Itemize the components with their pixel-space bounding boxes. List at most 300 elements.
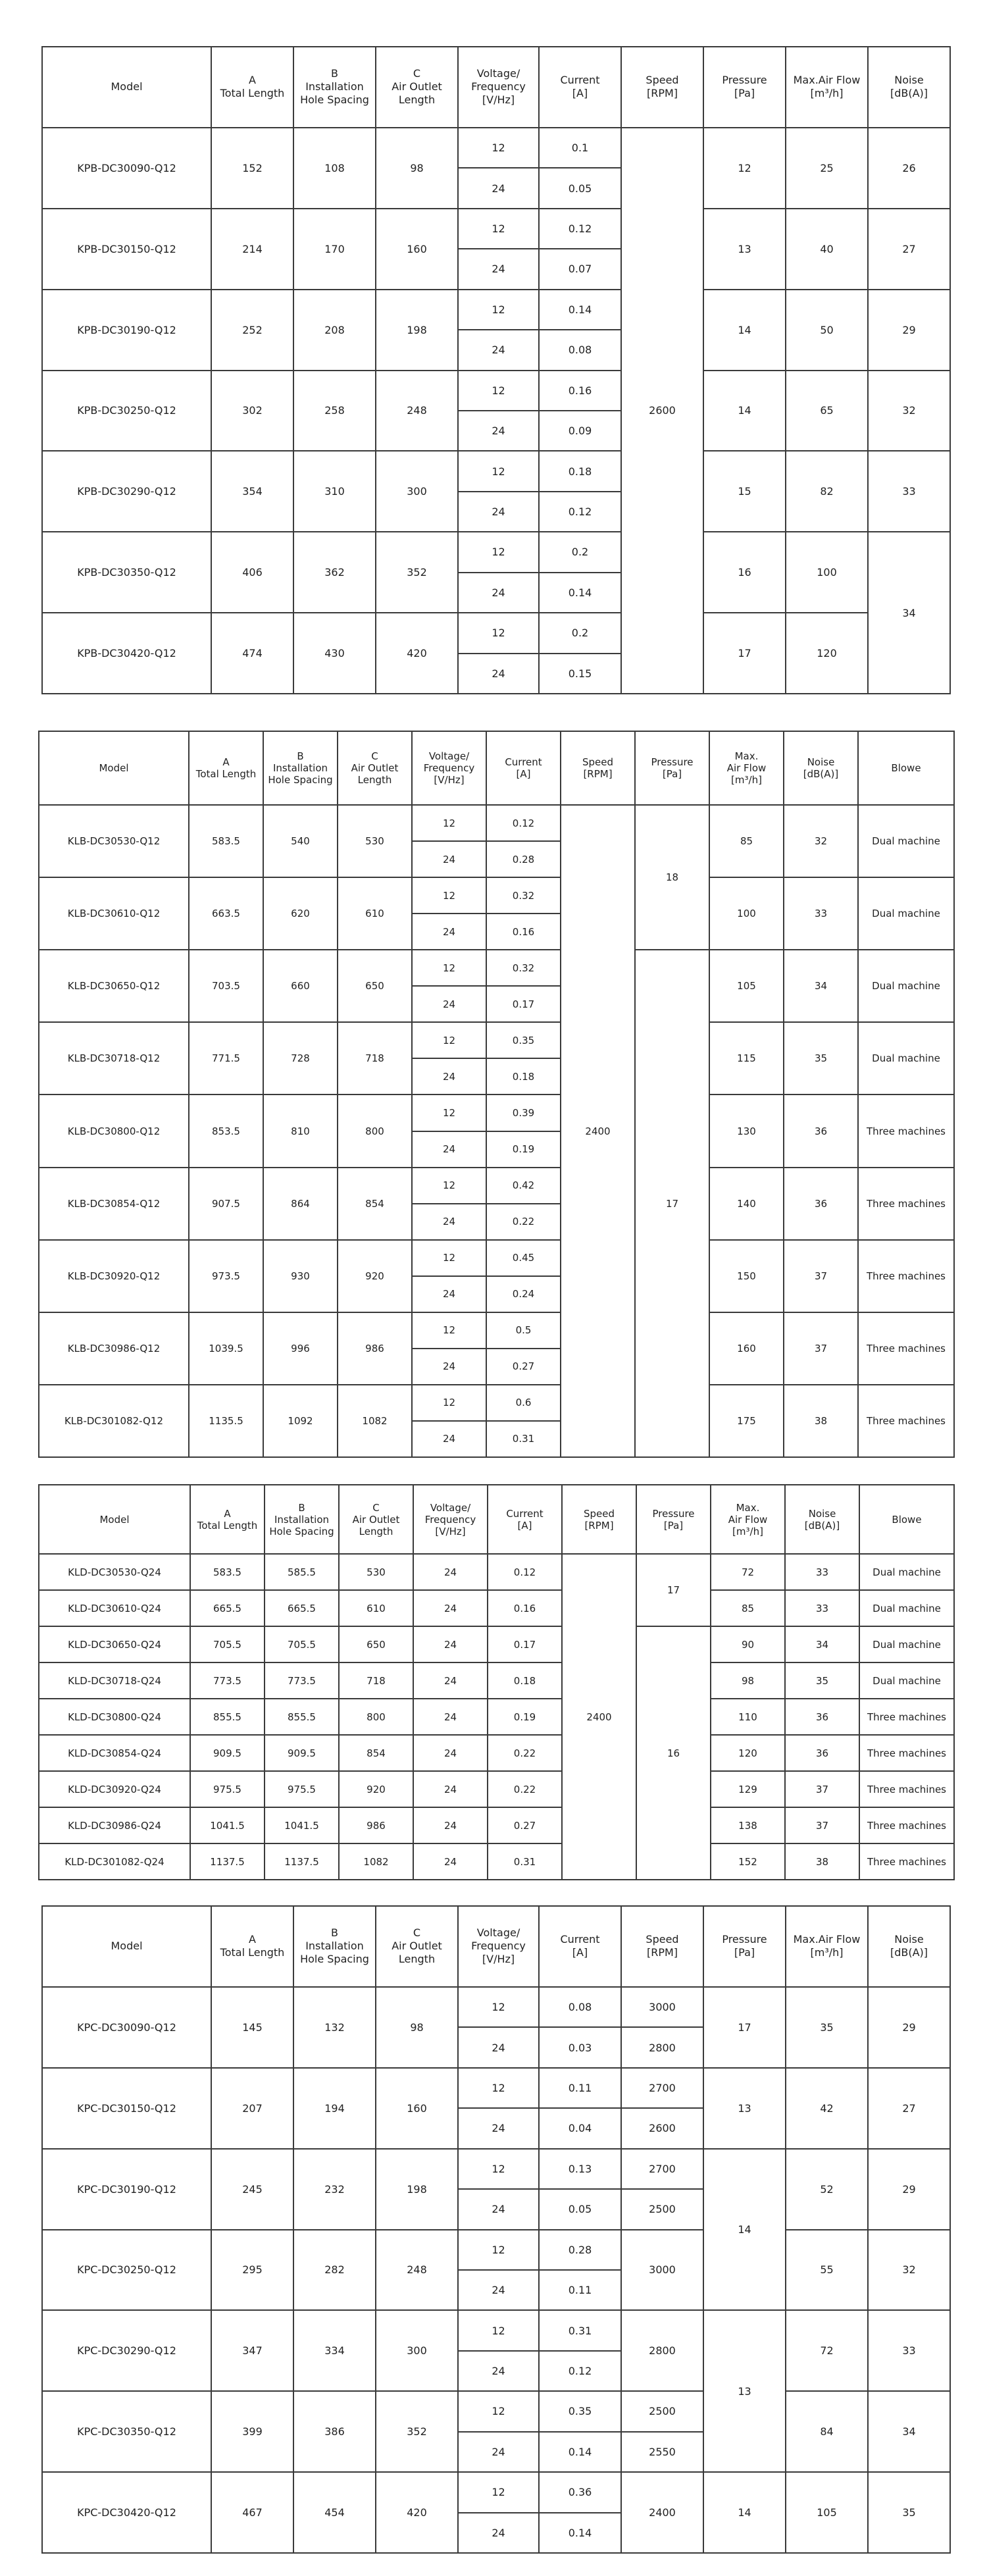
blower-cell: Dual machine <box>858 877 954 950</box>
current-cell: 0.11 <box>539 2068 621 2108</box>
length-cell: 347 <box>211 2310 293 2391</box>
voltage-cell: 24 <box>413 1662 488 1699</box>
voltage-cell: 24 <box>412 914 486 950</box>
model-cell: KLB-DC30610-Q12 <box>39 877 189 950</box>
current-cell: 0.28 <box>486 841 561 877</box>
air-flow-cell: 130 <box>709 1095 784 1167</box>
current-cell: 0.12 <box>539 209 621 249</box>
blower-cell: Three machines <box>858 1385 954 1457</box>
pressure-cell: 17 <box>703 613 786 694</box>
noise-cell: 35 <box>785 1662 859 1699</box>
model-cell: KLB-DC30854-Q12 <box>39 1168 189 1240</box>
noise-cell: 27 <box>868 2068 950 2149</box>
col-header-air-flow: Max.Air Flow [m³/h] <box>786 1906 868 1987</box>
blower-cell: Dual machine <box>858 950 954 1022</box>
hole-spacing-cell: 864 <box>263 1168 338 1240</box>
table-header-row <box>39 1485 954 1554</box>
col-header-air-flow: Max. Air Flow [m³/h] <box>711 1485 785 1554</box>
length-cell: 855.5 <box>190 1699 265 1735</box>
pressure-cell: 14 <box>703 371 786 451</box>
col-header-speed: Speed [RPM] <box>621 47 703 128</box>
col-header-noise: Noise [dB(A)] <box>868 1906 950 1987</box>
air-flow-cell: 55 <box>786 2230 868 2311</box>
voltage-cell: 24 <box>458 2351 539 2391</box>
pressure-cell: 16 <box>703 532 786 613</box>
air-flow-cell: 65 <box>786 371 868 451</box>
table-row <box>42 290 950 330</box>
kpb-spec-table <box>41 46 951 694</box>
table-row <box>39 1022 954 1058</box>
noise-cell: 33 <box>785 1554 859 1590</box>
voltage-cell: 12 <box>412 1385 486 1421</box>
outlet-cell: 352 <box>376 2391 458 2472</box>
speed-cell: 2400 <box>562 1554 636 1880</box>
noise-cell: 32 <box>868 2230 950 2311</box>
col-header-air-flow: Max. Air Flow [m³/h] <box>709 731 784 805</box>
pressure-cell: 17 <box>635 950 709 1457</box>
length-cell: 467 <box>211 2472 293 2553</box>
hole-spacing-cell: 362 <box>293 532 376 613</box>
voltage-cell: 24 <box>413 1590 488 1626</box>
col-header-air-flow: Max.Air Flow [m³/h] <box>786 47 868 128</box>
voltage-cell: 12 <box>458 451 539 491</box>
hole-spacing-cell: 665.5 <box>265 1590 339 1626</box>
speed-cell: 3000 <box>621 1987 703 2027</box>
length-cell: 399 <box>211 2391 293 2472</box>
model-cell: KPB-DC30350-Q12 <box>42 532 211 613</box>
model-cell: KPB-DC30290-Q12 <box>42 451 211 532</box>
table-header-row <box>39 731 954 805</box>
blower-cell: Three machines <box>858 1095 954 1167</box>
col-header-pressure: Pressure [Pa] <box>636 1485 711 1554</box>
voltage-cell: 24 <box>458 2189 539 2229</box>
pressure-cell: 17 <box>703 1987 786 2068</box>
current-cell: 0.45 <box>486 1240 561 1276</box>
model-cell: KLD-DC30650-Q24 <box>39 1626 190 1662</box>
table-header-row <box>42 47 950 128</box>
air-flow-cell: 140 <box>709 1168 784 1240</box>
voltage-cell: 24 <box>458 411 539 451</box>
noise-cell: 29 <box>868 1987 950 2068</box>
model-cell: KLD-DC30718-Q24 <box>39 1662 190 1699</box>
voltage-cell: 24 <box>412 841 486 877</box>
current-cell: 0.09 <box>539 411 621 451</box>
table-row <box>39 1699 954 1735</box>
model-cell: KLD-DC30530-Q24 <box>39 1554 190 1590</box>
table-row <box>39 877 954 914</box>
hole-spacing-cell: 975.5 <box>265 1771 339 1807</box>
pressure-cell: 16 <box>636 1626 711 1880</box>
pressure-cell: 15 <box>703 451 786 532</box>
current-cell: 0.11 <box>539 2270 621 2310</box>
outlet-cell: 920 <box>339 1771 413 1807</box>
air-flow-cell: 82 <box>786 451 868 532</box>
current-cell: 0.14 <box>539 2513 621 2553</box>
speed-cell: 3000 <box>621 2230 703 2311</box>
current-cell: 0.35 <box>486 1022 561 1058</box>
air-flow-cell: 129 <box>711 1771 785 1807</box>
hole-spacing-cell: 930 <box>263 1240 338 1312</box>
current-cell: 0.08 <box>539 330 621 370</box>
length-cell: 907.5 <box>189 1168 263 1240</box>
air-flow-cell: 90 <box>711 1626 785 1662</box>
current-cell: 0.28 <box>539 2230 621 2270</box>
col-header-blower: Blowe <box>859 1485 954 1554</box>
hole-spacing-cell: 585.5 <box>265 1554 339 1590</box>
voltage-cell: 24 <box>458 2270 539 2310</box>
table-row <box>39 1554 954 1590</box>
voltage-cell: 12 <box>458 2310 539 2350</box>
table-row <box>42 2230 950 2270</box>
length-cell: 295 <box>211 2230 293 2311</box>
air-flow-cell: 40 <box>786 209 868 290</box>
noise-cell: 37 <box>784 1240 858 1312</box>
blower-cell: Dual machine <box>859 1662 954 1699</box>
outlet-cell: 160 <box>376 209 458 290</box>
noise-cell: 33 <box>785 1590 859 1626</box>
voltage-cell: 24 <box>458 2027 539 2067</box>
voltage-cell: 24 <box>458 2513 539 2553</box>
table-row <box>42 451 950 491</box>
current-cell: 0.05 <box>539 2189 621 2229</box>
noise-cell: 37 <box>784 1312 858 1385</box>
col-header-voltage: Voltage/ Frequency [V/Hz] <box>413 1485 488 1554</box>
table-row <box>39 1771 954 1807</box>
outlet-cell: 248 <box>376 2230 458 2311</box>
hole-spacing-cell: 108 <box>293 128 376 209</box>
air-flow-cell: 42 <box>786 2068 868 2149</box>
noise-cell: 33 <box>784 877 858 950</box>
table-row <box>39 1735 954 1771</box>
noise-cell: 32 <box>784 805 858 877</box>
table-row <box>39 1590 954 1626</box>
voltage-cell: 24 <box>413 1626 488 1662</box>
current-cell: 0.08 <box>539 1987 621 2027</box>
noise-cell: 38 <box>785 1843 859 1880</box>
blower-cell: Three machines <box>858 1240 954 1312</box>
voltage-cell: 12 <box>458 371 539 411</box>
length-cell: 771.5 <box>189 1022 263 1095</box>
hole-spacing-cell: 386 <box>293 2391 376 2472</box>
current-cell: 0.31 <box>488 1843 562 1880</box>
hole-spacing-cell: 334 <box>293 2310 376 2391</box>
speed-cell: 2500 <box>621 2189 703 2229</box>
voltage-cell: 24 <box>458 168 539 208</box>
voltage-cell: 12 <box>412 1168 486 1204</box>
voltage-cell: 24 <box>458 249 539 289</box>
air-flow-cell: 35 <box>786 1987 868 2068</box>
voltage-cell: 24 <box>412 986 486 1022</box>
hole-spacing-cell: 620 <box>263 877 338 950</box>
voltage-cell: 12 <box>458 2149 539 2189</box>
air-flow-cell: 120 <box>711 1735 785 1771</box>
model-cell: KPC-DC30250-Q12 <box>42 2230 211 2311</box>
kld-spec-table <box>38 1484 955 1880</box>
air-flow-cell: 120 <box>786 613 868 694</box>
model-cell: KLB-DC30650-Q12 <box>39 950 189 1022</box>
table-header-row <box>42 1906 950 1987</box>
voltage-cell: 24 <box>412 1131 486 1168</box>
length-cell: 583.5 <box>190 1554 265 1590</box>
current-cell: 0.6 <box>486 1385 561 1421</box>
outlet-cell: 530 <box>339 1554 413 1590</box>
speed-cell: 2500 <box>621 2391 703 2431</box>
table-row <box>42 371 950 411</box>
outlet-cell: 300 <box>376 2310 458 2391</box>
blower-cell: Three machines <box>859 1699 954 1735</box>
col-header-air-outlet: C Air Outlet Length <box>338 731 412 805</box>
table-row <box>42 2149 950 2189</box>
table-row <box>42 209 950 249</box>
noise-cell: 37 <box>785 1807 859 1843</box>
table-row <box>42 2068 950 2108</box>
current-cell: 0.19 <box>486 1131 561 1168</box>
current-cell: 0.15 <box>539 654 621 694</box>
air-flow-cell: 100 <box>786 532 868 613</box>
table-row <box>39 1843 954 1880</box>
air-flow-cell: 72 <box>786 2310 868 2391</box>
length-cell: 665.5 <box>190 1590 265 1626</box>
noise-cell: 34 <box>785 1626 859 1662</box>
voltage-cell: 24 <box>413 1843 488 1880</box>
air-flow-cell: 98 <box>711 1662 785 1699</box>
hole-spacing-cell: 232 <box>293 2149 376 2230</box>
col-header-current: Current [A] <box>539 1906 621 1987</box>
table-row <box>39 1807 954 1843</box>
outlet-cell: 650 <box>339 1626 413 1662</box>
noise-cell: 36 <box>784 1168 858 1240</box>
model-cell: KLB-DC30530-Q12 <box>39 805 189 877</box>
hole-spacing-cell: 909.5 <box>265 1735 339 1771</box>
length-cell: 145 <box>211 1987 293 2068</box>
hole-spacing-cell: 773.5 <box>265 1662 339 1699</box>
length-cell: 207 <box>211 2068 293 2149</box>
model-cell: KLB-DC301082-Q12 <box>39 1385 189 1457</box>
voltage-cell: 24 <box>458 2108 539 2148</box>
current-cell: 0.12 <box>488 1554 562 1590</box>
voltage-cell: 24 <box>412 1421 486 1457</box>
noise-cell: 35 <box>868 2472 950 2553</box>
voltage-cell: 24 <box>413 1771 488 1807</box>
table-row <box>39 1662 954 1699</box>
air-flow-cell: 105 <box>709 950 784 1022</box>
current-cell: 0.17 <box>486 986 561 1022</box>
current-cell: 0.22 <box>486 1204 561 1240</box>
air-flow-cell: 152 <box>711 1843 785 1880</box>
voltage-cell: 12 <box>458 2391 539 2431</box>
outlet-cell: 1082 <box>339 1843 413 1880</box>
length-cell: 973.5 <box>189 1240 263 1312</box>
length-cell: 474 <box>211 613 293 694</box>
speed-cell: 2550 <box>621 2432 703 2472</box>
klb-spec-table <box>38 731 955 1458</box>
air-flow-cell: 52 <box>786 2149 868 2230</box>
current-cell: 0.36 <box>539 2472 621 2512</box>
length-cell: 975.5 <box>190 1771 265 1807</box>
col-header-blower: Blowe <box>858 731 954 805</box>
col-header-noise: Noise [dB(A)] <box>868 47 950 128</box>
current-cell: 0.22 <box>488 1735 562 1771</box>
model-cell: KPC-DC30350-Q12 <box>42 2391 211 2472</box>
outlet-cell: 530 <box>338 805 412 877</box>
table-row <box>39 1168 954 1204</box>
speed-cell: 2400 <box>561 805 635 1457</box>
voltage-cell: 24 <box>412 1349 486 1385</box>
voltage-cell: 12 <box>458 613 539 653</box>
model-cell: KPC-DC30290-Q12 <box>42 2310 211 2391</box>
table-row <box>42 128 950 168</box>
voltage-cell: 24 <box>413 1699 488 1735</box>
blower-cell: Three machines <box>859 1843 954 1880</box>
hole-spacing-cell: 282 <box>293 2230 376 2311</box>
outlet-cell: 854 <box>338 1168 412 1240</box>
current-cell: 0.04 <box>539 2108 621 2148</box>
blower-cell: Dual machine <box>858 1022 954 1095</box>
voltage-cell: 12 <box>412 950 486 986</box>
blower-cell: Three machines <box>859 1735 954 1771</box>
length-cell: 214 <box>211 209 293 290</box>
air-flow-cell: 84 <box>786 2391 868 2472</box>
outlet-cell: 854 <box>339 1735 413 1771</box>
outlet-cell: 248 <box>376 371 458 451</box>
voltage-cell: 24 <box>412 1058 486 1095</box>
noise-cell: 34 <box>784 950 858 1022</box>
outlet-cell: 718 <box>339 1662 413 1699</box>
current-cell: 0.13 <box>539 2149 621 2189</box>
col-header-total-length: A Total Length <box>190 1485 265 1554</box>
table-row <box>42 1987 950 2027</box>
length-cell: 152 <box>211 128 293 209</box>
air-flow-cell: 25 <box>786 128 868 209</box>
current-cell: 0.18 <box>486 1058 561 1095</box>
hole-spacing-cell: 1092 <box>263 1385 338 1457</box>
noise-cell: 37 <box>785 1771 859 1807</box>
table-row <box>42 2310 950 2350</box>
noise-cell: 36 <box>784 1095 858 1167</box>
outlet-cell: 420 <box>376 2472 458 2553</box>
air-flow-cell: 115 <box>709 1022 784 1095</box>
outlet-cell: 800 <box>338 1095 412 1167</box>
table-row <box>39 1095 954 1131</box>
voltage-cell: 24 <box>413 1807 488 1843</box>
col-header-pressure: Pressure [Pa] <box>635 731 709 805</box>
model-cell: KLD-DC30610-Q24 <box>39 1590 190 1626</box>
length-cell: 245 <box>211 2149 293 2230</box>
length-cell: 703.5 <box>189 950 263 1022</box>
current-cell: 0.17 <box>488 1626 562 1662</box>
current-cell: 0.42 <box>486 1168 561 1204</box>
col-header-voltage: Voltage/ Frequency [V/Hz] <box>458 47 539 128</box>
outlet-cell: 1082 <box>338 1385 412 1457</box>
noise-cell: 36 <box>785 1699 859 1735</box>
outlet-cell: 920 <box>338 1240 412 1312</box>
pressure-cell: 14 <box>703 2472 786 2553</box>
current-cell: 0.31 <box>486 1421 561 1457</box>
blower-cell: Three machines <box>858 1312 954 1385</box>
hole-spacing-cell: 132 <box>293 1987 376 2068</box>
current-cell: 0.14 <box>539 2432 621 2472</box>
hole-spacing-cell: 170 <box>293 209 376 290</box>
col-header-air-outlet: C Air Outlet Length <box>376 47 458 128</box>
voltage-cell: 12 <box>458 2230 539 2270</box>
model-cell: KPC-DC30420-Q12 <box>42 2472 211 2553</box>
speed-cell: 2600 <box>621 128 703 694</box>
col-header-pressure: Pressure [Pa] <box>703 47 786 128</box>
col-header-hole-spacing: B Installation Hole Spacing <box>293 1906 376 1987</box>
current-cell: 0.2 <box>539 613 621 653</box>
hole-spacing-cell: 310 <box>293 451 376 532</box>
noise-cell: 34 <box>868 2391 950 2472</box>
col-header-speed: Speed [RPM] <box>621 1906 703 1987</box>
col-header-total-length: A Total Length <box>189 731 263 805</box>
noise-cell: 34 <box>868 532 950 694</box>
col-header-speed: Speed [RPM] <box>561 731 635 805</box>
voltage-cell: 24 <box>413 1554 488 1590</box>
table-row <box>39 1312 954 1349</box>
length-cell: 302 <box>211 371 293 451</box>
current-cell: 0.5 <box>486 1312 561 1349</box>
model-cell: KPC-DC30090-Q12 <box>42 1987 211 2068</box>
outlet-cell: 198 <box>376 290 458 371</box>
voltage-cell: 12 <box>458 128 539 168</box>
voltage-cell: 12 <box>412 1312 486 1349</box>
model-cell: KPB-DC30090-Q12 <box>42 128 211 209</box>
table-row <box>42 2472 950 2512</box>
length-cell: 705.5 <box>190 1626 265 1662</box>
pressure-cell: 18 <box>635 805 709 950</box>
current-cell: 0.05 <box>539 168 621 208</box>
noise-cell: 36 <box>785 1735 859 1771</box>
table-row <box>39 1626 954 1662</box>
col-header-air-outlet: C Air Outlet Length <box>376 1906 458 1987</box>
air-flow-cell: 110 <box>711 1699 785 1735</box>
current-cell: 0.16 <box>539 371 621 411</box>
col-header-model: Model <box>39 1485 190 1554</box>
length-cell: 354 <box>211 451 293 532</box>
voltage-cell: 12 <box>458 2068 539 2108</box>
table-row <box>39 805 954 841</box>
air-flow-cell: 50 <box>786 290 868 371</box>
length-cell: 252 <box>211 290 293 371</box>
air-flow-cell: 175 <box>709 1385 784 1457</box>
outlet-cell: 986 <box>338 1312 412 1385</box>
length-cell: 1135.5 <box>189 1385 263 1457</box>
model-cell: KPC-DC30190-Q12 <box>42 2149 211 2230</box>
current-cell: 0.39 <box>486 1095 561 1131</box>
hole-spacing-cell: 855.5 <box>265 1699 339 1735</box>
col-header-current: Current [A] <box>488 1485 562 1554</box>
outlet-cell: 98 <box>376 128 458 209</box>
model-cell: KPB-DC30420-Q12 <box>42 613 211 694</box>
table-row <box>42 532 950 572</box>
outlet-cell: 300 <box>376 451 458 532</box>
hole-spacing-cell: 705.5 <box>265 1626 339 1662</box>
noise-cell: 35 <box>784 1022 858 1095</box>
pressure-cell: 13 <box>703 2068 786 2149</box>
length-cell: 773.5 <box>190 1662 265 1699</box>
length-cell: 1039.5 <box>189 1312 263 1385</box>
current-cell: 0.24 <box>486 1276 561 1312</box>
noise-cell: 29 <box>868 2149 950 2230</box>
current-cell: 0.35 <box>539 2391 621 2431</box>
voltage-cell: 12 <box>412 1240 486 1276</box>
voltage-cell: 24 <box>458 573 539 613</box>
pressure-cell: 17 <box>636 1554 711 1626</box>
air-flow-cell: 85 <box>709 805 784 877</box>
col-header-voltage: Voltage/ Frequency [V/Hz] <box>412 731 486 805</box>
length-cell: 583.5 <box>189 805 263 877</box>
current-cell: 0.18 <box>488 1662 562 1699</box>
